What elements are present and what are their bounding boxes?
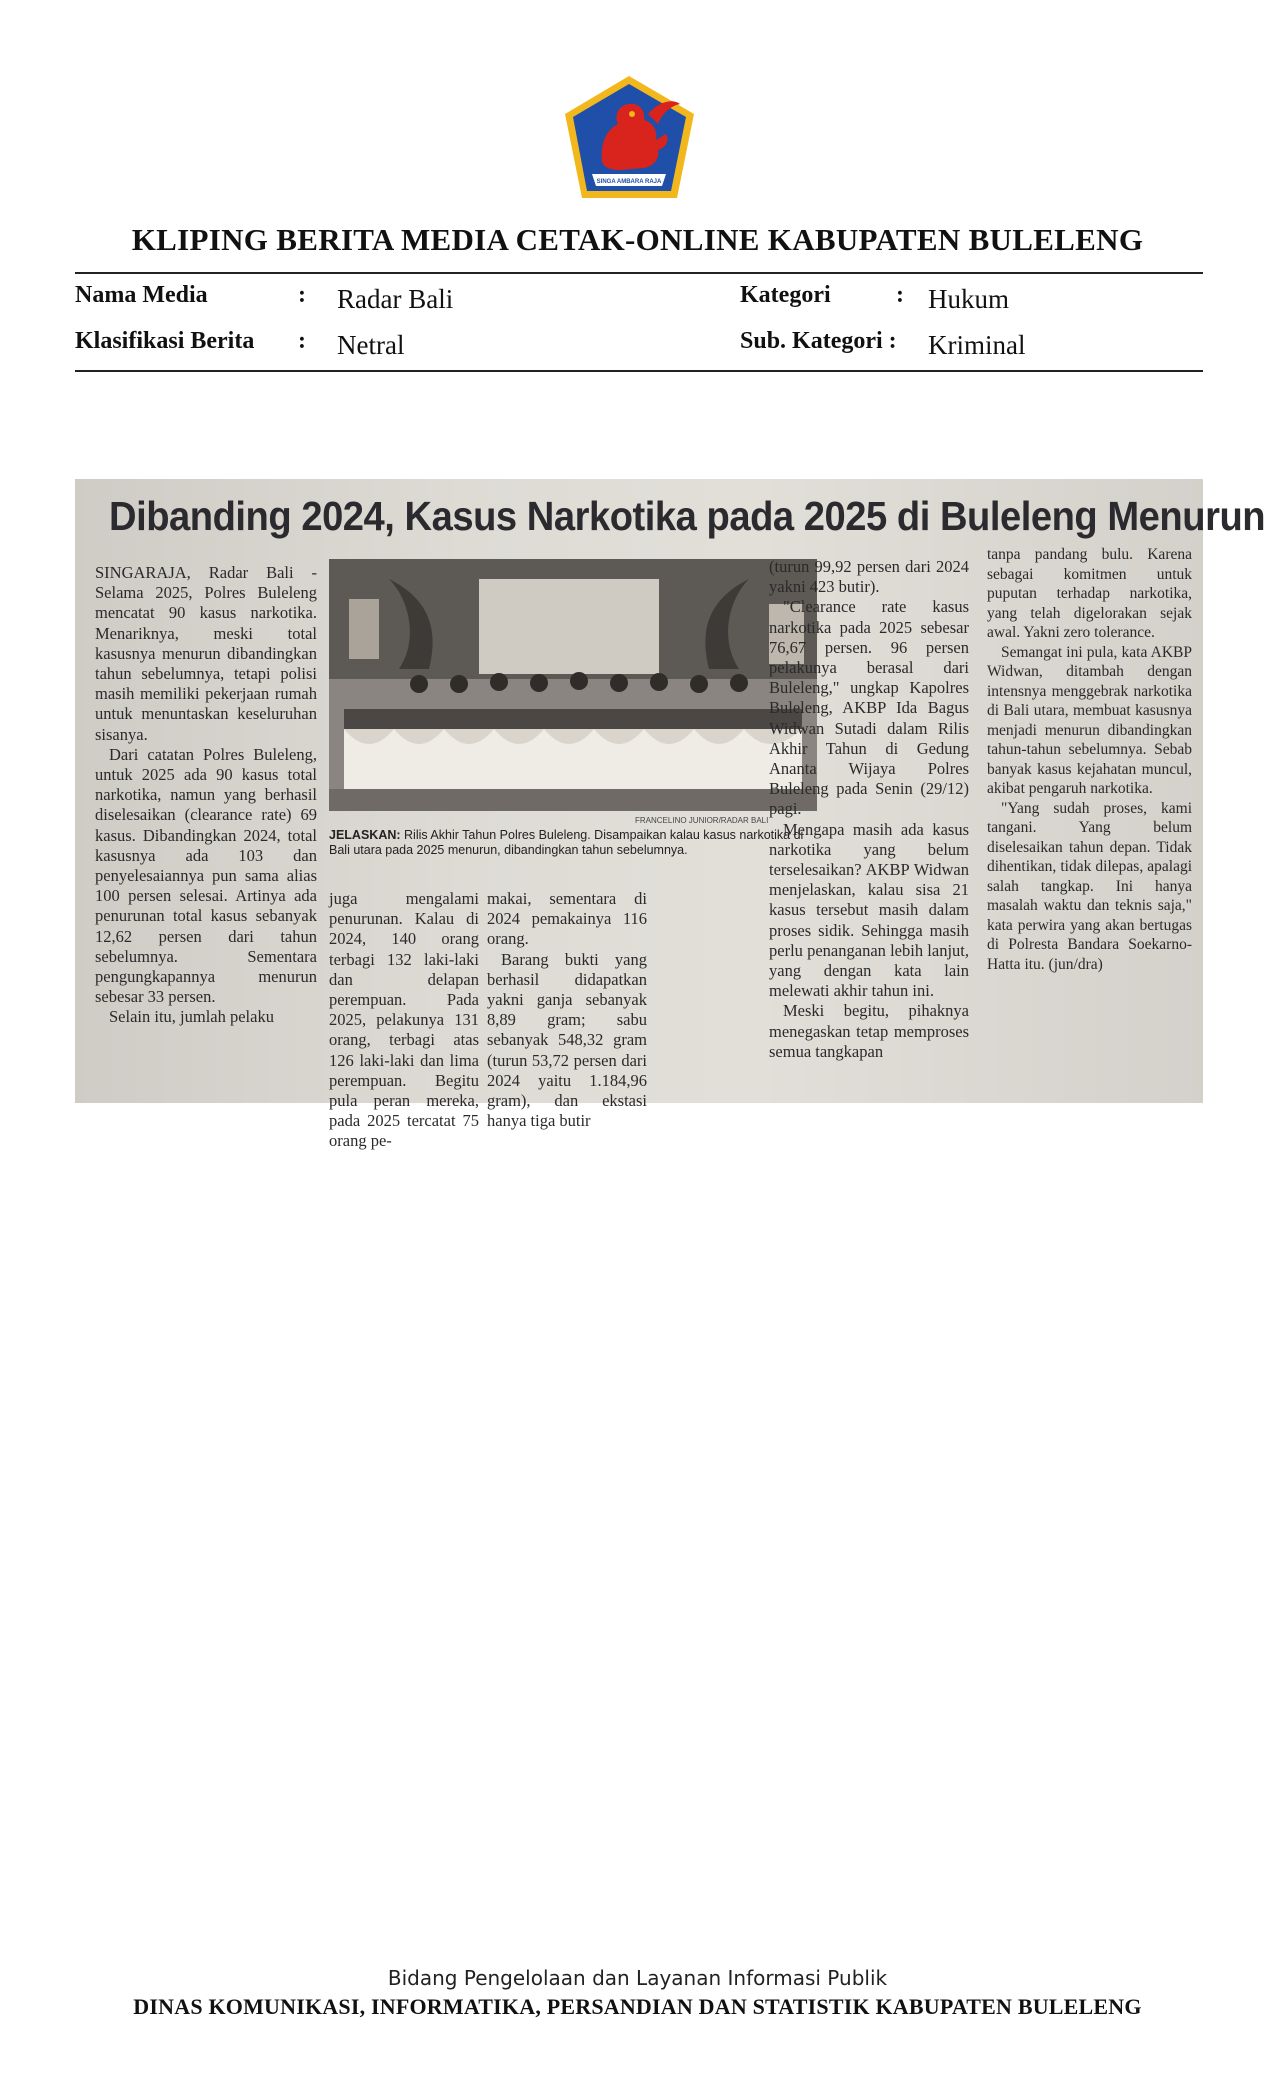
- footer-agency: DINAS KOMUNIKASI, INFORMATIKA, PERSANDIAN DAN STATISTIK KABUPATEN BULELENG: [133, 1994, 1142, 2019]
- subkategori-value: Kriminal: [928, 330, 1026, 360]
- paragraph: Selain itu, jumlah pelaku: [109, 1007, 274, 1027]
- newspaper-clipping: [75, 479, 1266, 1151]
- klasifikasi-colon: :: [298, 328, 306, 354]
- media-colon: :: [298, 282, 306, 308]
- paragraph: juga mengalami penurunan. Kalau di 2024, 140 orang terbagi 132 laki-laki dan delapan perempuan. Pada 2025, pelakunya 131 orang, terbagi atas 126 laki-laki dan lima perempuan. Begitu pula peran mereka, pada 2025 tercatat 75 orang pe-: [329, 889, 479, 1151]
- footer-department: Bidang Pengelolaan dan Layanan Informasi Publik: [387, 1966, 888, 1990]
- paragraph: makai, sementara di 2024 pemakainya 116 orang.: [487, 889, 647, 949]
- article-column-5: [987, 545, 1192, 974]
- kategori-value: Hukum: [928, 284, 1009, 314]
- press-conference-photo: [329, 559, 817, 811]
- photo-credit: FRANCELINO JUNIOR/RADAR BALI: [635, 816, 769, 825]
- media-value: Radar Bali: [337, 284, 454, 314]
- article-photo: [329, 559, 817, 811]
- page-title: KLIPING BERITA MEDIA CETAK-ONLINE KABUPATEN BULELENG: [131, 222, 1144, 257]
- subkategori-label: Sub. Kategori :: [740, 328, 897, 354]
- paragraph: Semangat ini pula, kata AKBP Widwan, ditambah dengan intensnya menggebrak narkotika di Bali utara, membuat kasusnya menjadi menurun dibandingkan tahun-tahun sebelumnya. Sebab banyak kasus kejahatan muncul, akibat pengaruh narkotika.: [987, 643, 1192, 797]
- paragraph: "Yang sudah proses, kami tangani. Yang belum diselesaikan tahun depan. Tidak dihentikan, tidak dilepas, apalagi salah tangkap. Ini hanya masalah waktu dan teknis saja," kata perwira yang akan bertugas di Polresta Bandara Soekarno-Hatta itu. (jun/dra): [987, 799, 1192, 973]
- svg-text:SINGA AMBARA RAJA: SINGA AMBARA RAJA: [596, 179, 662, 185]
- article-column-1: [95, 563, 317, 1028]
- article-column-4: [769, 557, 969, 1062]
- paragraph: Mengapa masih ada kasus narkotika yang belum terselesaikan? AKBP Widwan menjelaskan, kalau sisa 21 kasus tersebut masih dalam proses sidik. Sehingga masih perlu penanganan lebih lanjut, yang dengan kata lain melewati akhir tahun ini.: [769, 819, 969, 1001]
- kategori-label: Kategori: [740, 282, 831, 308]
- article-column-2: [329, 889, 479, 1152]
- header-divider: [75, 272, 1203, 274]
- media-label: Nama Media: [75, 282, 208, 308]
- paragraph: "Clearance rate kasus narkotika pada 2025 sebesar 76,67 persen. 96 persen pelakunya berasal dari Buleleng," ungkap Kapolres Buleleng, AKBP Ida Bagus Widwan Sutadi dalam Rilis Akhir Tahun di Gedung Ananta Wijaya Polres Buleleng pada Senin (29/12) pagi.: [769, 597, 969, 819]
- buleleng-emblem-logo: [562, 74, 697, 201]
- paragraph: Barang bukti yang berhasil didapatkan yakni ganja sebanyak 8,89 gram; sabu sebanyak 548,32 gram (turun 53,72 persen dari 2024 yaitu 1.184,96 gram), dan ekstasi hanya tiga butir: [487, 949, 647, 1131]
- klasifikasi-value: Netral: [337, 330, 405, 360]
- paragraph: tanpa pandang bulu. Karena sebagai komitmen untuk puputan terhadap narkotika, yang telah digelorakan sejak awal. Yakni zero tolerance.: [987, 546, 1192, 641]
- kategori-colon: :: [896, 282, 904, 308]
- paragraph: SINGARAJA, Radar Bali - Selama 2025, Polres Buleleng mencatat 90 kasus narkotika. Menariknya, meski total kasusnya menurun dibandingkan tahun sebelumnya, tetapi polisi masih memiliki pekerjaan rumah untuk menuntaskan keseluruhan sisanya.: [95, 563, 317, 744]
- caption-lead: JELASKAN:: [329, 828, 401, 842]
- article-column-3: [487, 889, 647, 1131]
- article-headline: Dibanding 2024, Kasus Narkotika pada 2025 di Buleleng Menurun: [109, 493, 1266, 539]
- meta-divider: [75, 370, 1203, 372]
- klasifikasi-label: Klasifikasi Berita: [75, 328, 255, 354]
- paragraph: (turun 99,92 persen dari 2024 yakni 423 butir).: [769, 557, 969, 597]
- paragraph: Dari catatan Polres Buleleng, untuk 2025 ada 90 kasus total narkotika, namun yang berhasil diselesaikan (clearance rate) 69 kasus. Dibandingkan 2024, total kasusnya ada 103 dan penyelesaiannya pun sama alias 100 persen selesai. Artinya ada penurunan total kasus sebanyak 12,62 persen dari tahun sebelumnya. Sementara pengungkapannya menurun sebesar 33 persen.: [95, 744, 317, 1007]
- paragraph: Meski begitu, pihaknya menegaskan tetap memproses semua tangkapan: [769, 1001, 969, 1061]
- caption-text: Rilis Akhir Tahun Polres Buleleng. Disampaikan kalau kasus narkotika di Bali utara pada 2025 menurun, dibandingkan tahun sebelumnya.: [329, 828, 804, 857]
- photo-caption: [329, 828, 824, 858]
